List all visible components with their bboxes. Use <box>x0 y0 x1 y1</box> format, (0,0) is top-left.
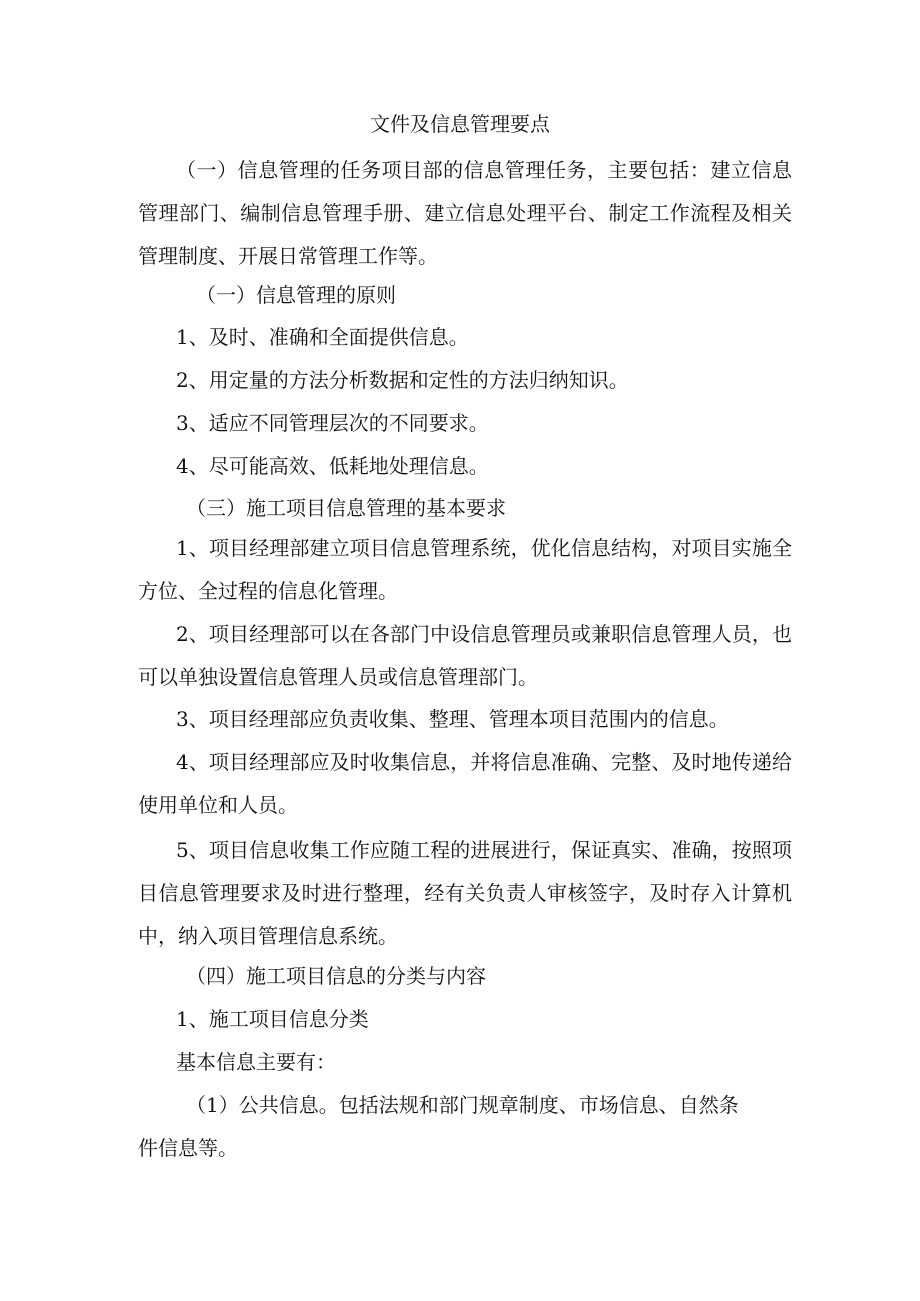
principle-item-4: 4、尽可能高效、低耗地处理信息。 <box>176 454 489 478</box>
requirement-item-2: 2、项目经理部可以在各部门中设信息管理员或兼职信息管理人员，也可以单独设置信息管理人员或信息管理部门。 <box>138 622 792 689</box>
heading-basic-requirements: （三）施工项目信息管理的基本要求 <box>186 496 506 520</box>
requirement-item-4: 4、项目经理部应及时收集信息，并将信息准确、完整、及时地传递给使用单位和人员。 <box>138 750 792 817</box>
public-info-continuation: 件信息等。 <box>138 1136 238 1160</box>
principle-item-1: 1、及时、准确和全面提供信息。 <box>176 325 469 349</box>
paragraph-info-management-tasks: （一）信息管理的任务项目部的信息管理任务，主要包括：建立信息管理部门、编制信息管理手册、建立信息处理平台、制定工作流程及相关管理制度、开展日常管理工作等。 <box>138 158 792 268</box>
principle-item-2: 2、用定量的方法分析数据和定性的方法归纳知识。 <box>176 368 629 392</box>
requirement-item-3: 3、项目经理部应负责收集、整理、管理本项目范围内的信息。 <box>176 707 729 731</box>
classification-item-1: 1、施工项目信息分类 <box>176 1007 369 1031</box>
requirement-item-5: 5、项目信息收集工作应随工程的进展进行，保证真实、准确，按照项目信息管理要求及时进行整理，经有关负责人审核签字，及时存入计算机中，纳入项目管理信息系统。 <box>138 838 792 948</box>
basic-info-heading: 基本信息主要有： <box>176 1050 336 1074</box>
heading-classification-content: （四）施工项目信息的分类与内容 <box>186 964 486 988</box>
principle-item-3: 3、适应不同管理层次的不同要求。 <box>176 411 489 435</box>
heading-info-management-principles: （一）信息管理的原则 <box>196 283 396 307</box>
requirement-item-1: 1、项目经理部建立项目信息管理系统，优化信息结构，对项目实施全方位、全过程的信息化管理。 <box>138 536 792 603</box>
public-info-line: （1）公共信息。包括法规和部门规章制度、市场信息、自然条 <box>186 1093 739 1117</box>
document-title: 文件及信息管理要点 <box>370 112 550 136</box>
